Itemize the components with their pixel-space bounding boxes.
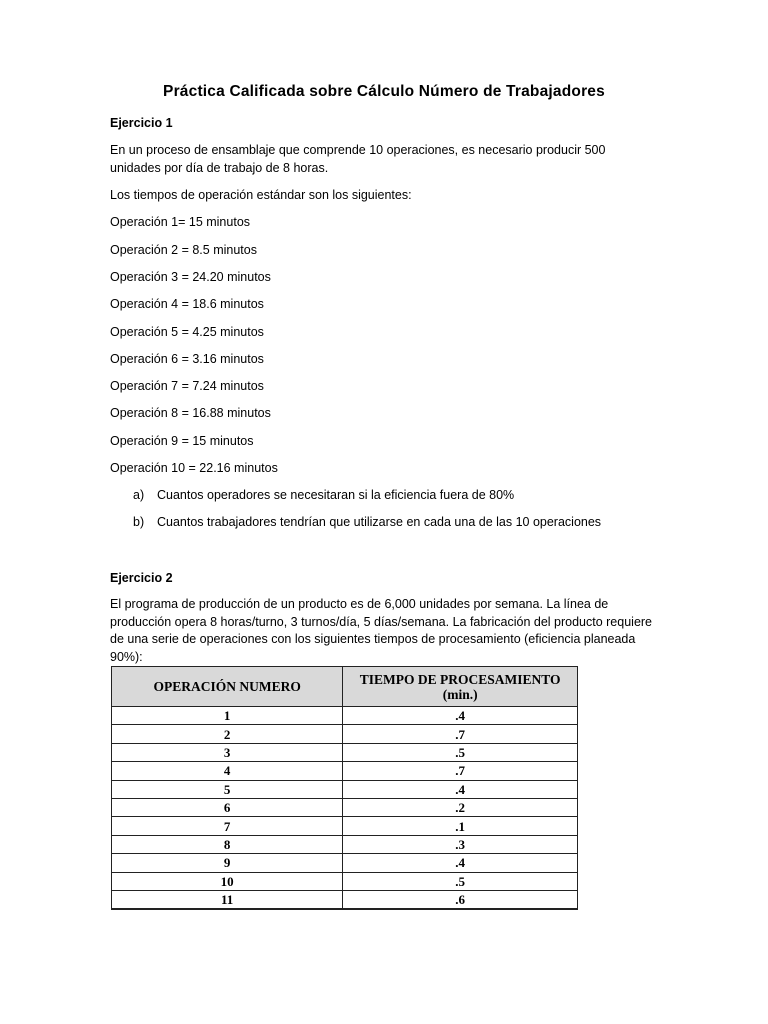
processing-time-cell: .7 <box>343 762 578 780</box>
table-row <box>112 762 578 780</box>
processing-time-cell: .1 <box>343 817 578 835</box>
operation-number-cell: 5 <box>112 780 343 798</box>
question-a <box>133 486 514 504</box>
table-row <box>112 780 578 798</box>
operation-line: Operación 6 = 3.16 minutos <box>110 352 264 366</box>
table-row <box>112 890 578 909</box>
operation-number-cell: 4 <box>112 762 343 780</box>
processing-time-cell: .7 <box>343 725 578 743</box>
ejercicio-2-heading: Ejercicio 2 <box>110 571 173 585</box>
operation-number-cell: 11 <box>112 890 343 909</box>
table-row <box>112 707 578 725</box>
processing-time-cell: .5 <box>343 872 578 890</box>
processing-time-cell: .5 <box>343 743 578 761</box>
times-intro: Los tiempos de operación estándar son los siguientes: <box>110 188 412 202</box>
question-b <box>133 513 601 531</box>
operation-number-cell: 1 <box>112 707 343 725</box>
processing-time-cell: .6 <box>343 890 578 909</box>
ejercicio-1-heading: Ejercicio 1 <box>110 116 173 130</box>
operation-line: Operación 5 = 4.25 minutos <box>110 325 264 339</box>
table-row <box>112 835 578 853</box>
question-text: Cuantos operadores se necesitaran si la eficiencia fuera de 80% <box>157 488 515 502</box>
processing-time-cell: .4 <box>343 854 578 872</box>
operation-number-cell: 2 <box>112 725 343 743</box>
operation-line: Operación 8 = 16.88 minutos <box>110 406 271 420</box>
processing-time-cell: .3 <box>343 835 578 853</box>
ejercicio-2-paragraph: El programa de producción de un producto es de 6,000 unidades por semana. La línea de producción opera 8 horas/turno, 3 turnos/día, 5 días/semana. La fabricación del producto requiere de una serie de operaciones con los siguientes tiempos de procesamiento (eficiencia planeada 90%): <box>110 597 653 664</box>
operation-number-cell: 8 <box>112 835 343 853</box>
document-title: Práctica Calificada sobre Cálculo Número de Trabajadores <box>163 83 605 100</box>
processing-time-table <box>111 666 578 910</box>
ejercicio-1-intro-line-1: En un proceso de ensamblaje que comprende 10 operaciones, es necesario producir 500 <box>110 143 606 157</box>
processing-time-cell: .4 <box>343 707 578 725</box>
operation-number-cell: 7 <box>112 817 343 835</box>
table-row <box>112 743 578 761</box>
operation-line: Operación 7 = 7.24 minutos <box>110 379 264 393</box>
operation-line: Operación 10 = 22.16 minutos <box>110 461 278 475</box>
operation-line: Operación 9 = 15 minutos <box>110 434 254 448</box>
list-marker: a) <box>133 488 145 502</box>
operation-line: Operación 3 = 24.20 minutos <box>110 270 271 284</box>
processing-time-cell: .4 <box>343 780 578 798</box>
operation-line: Operación 4 = 18.6 minutos <box>110 297 264 311</box>
list-marker: b) <box>133 515 145 529</box>
column-header-time-line-2: (min.) <box>442 686 478 702</box>
table-row <box>112 798 578 816</box>
column-header-time-line-1: TIEMPO DE PROCESAMIENTO <box>359 671 561 687</box>
processing-time-cell: .2 <box>343 798 578 816</box>
column-header-time <box>343 667 578 707</box>
operation-number-cell: 3 <box>112 743 343 761</box>
operation-number-cell: 6 <box>112 798 343 816</box>
ejercicio-1-intro-line-2: unidades por día de trabajo de 8 horas. <box>110 161 329 175</box>
table-row <box>112 872 578 890</box>
operation-line: Operación 2 = 8.5 minutos <box>110 243 257 257</box>
operation-line: Operación 1= 15 minutos <box>110 215 251 229</box>
table-row <box>112 854 578 872</box>
operation-number-cell: 9 <box>112 854 343 872</box>
table-header-row <box>112 667 578 707</box>
column-header-operation: OPERACIÓN NUMERO <box>112 667 343 707</box>
operation-number-cell: 10 <box>112 872 343 890</box>
question-text: Cuantos trabajadores tendrían que utilizarse en cada una de las 10 operaciones <box>157 515 602 529</box>
table-row <box>112 817 578 835</box>
table-row <box>112 725 578 743</box>
